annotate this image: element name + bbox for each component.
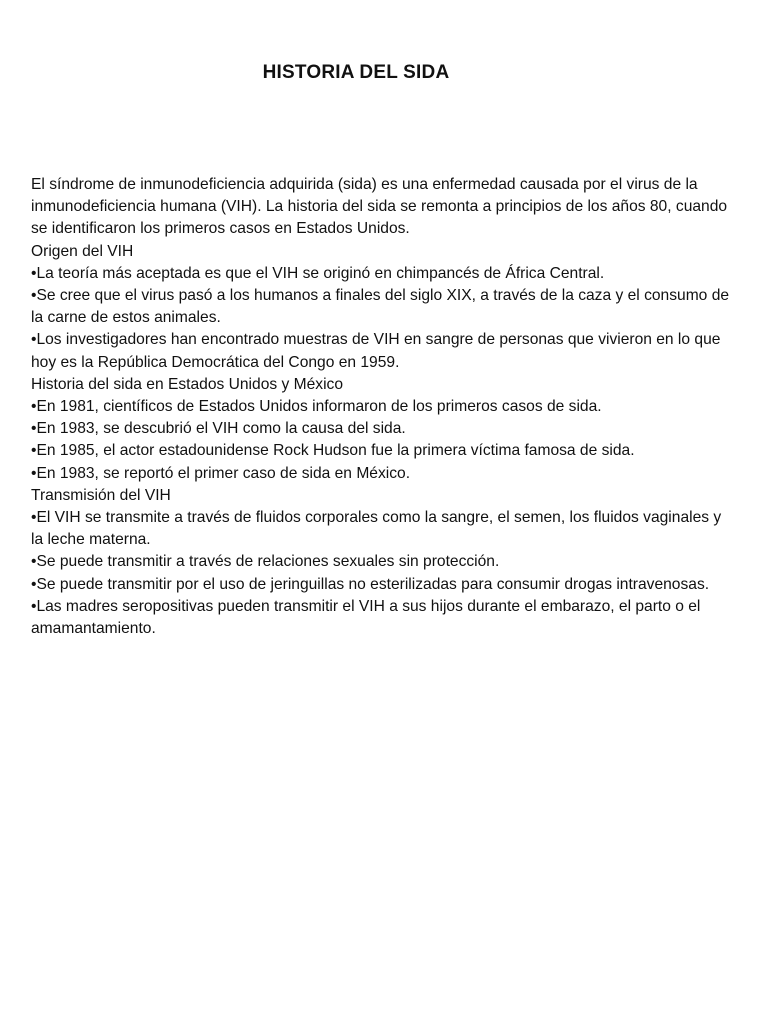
intro-paragraph: El síndrome de inmunodeficiencia adquirida (sida) es una enfermedad causada por el virus de la inmunodeficiencia humana (VIH). La historia del sida se remonta a principios de los años 80, cuando se identificaron los primeros casos en Estados Unidos. bbox=[31, 176, 728, 238]
section-heading-historia: Historia del sida en Estados Unidos y México bbox=[31, 375, 344, 393]
bullet-item: •Se puede transmitir a través de relaciones sexuales sin protección. bbox=[31, 553, 500, 571]
bullet-item: •El VIH se transmite a través de fluidos corporales como la sangre, el semen, los fluidos vaginales y la leche materna. bbox=[31, 509, 722, 549]
document-body bbox=[31, 174, 731, 640]
document-title: HISTORIA DEL SIDA bbox=[262, 62, 450, 83]
bullet-item: •Las madres seropositivas pueden transmitir el VIH a sus hijos durante el embarazo, el parto o el amamantamiento. bbox=[31, 597, 701, 638]
bullet-item: •En 1983, se reportó el primer caso de sida en México. bbox=[31, 464, 411, 482]
bullet-item: •Se cree que el virus pasó a los humanos a finales del siglo XIX, a través de la caza y el consumo de la carne de estos animales. bbox=[31, 287, 730, 327]
bullet-item: •La teoría más aceptada es que el VIH se originó en chimpancés de África Central. bbox=[31, 264, 605, 282]
bullet-item: •En 1983, se descubrió el VIH como la causa del sida. bbox=[31, 420, 406, 438]
section-heading-transmision: Transmisión del VIH bbox=[31, 486, 171, 504]
bullet-item: •En 1981, científicos de Estados Unidos informaron de los primeros casos de sida. bbox=[31, 398, 602, 416]
bullet-item: •Se puede transmitir por el uso de jeringuillas no esterilizadas para consumir drogas intravenosas. bbox=[31, 575, 710, 593]
section-heading-origen: Origen del VIH bbox=[31, 242, 134, 260]
bullet-item: •En 1985, el actor estadounidense Rock Hudson fue la primera víctima famosa de sida. bbox=[31, 442, 635, 460]
bullet-item: •Los investigadores han encontrado muestras de VIH en sangre de personas que vivieron en lo que hoy es la República Democrática del Congo en 1959. bbox=[31, 331, 721, 371]
